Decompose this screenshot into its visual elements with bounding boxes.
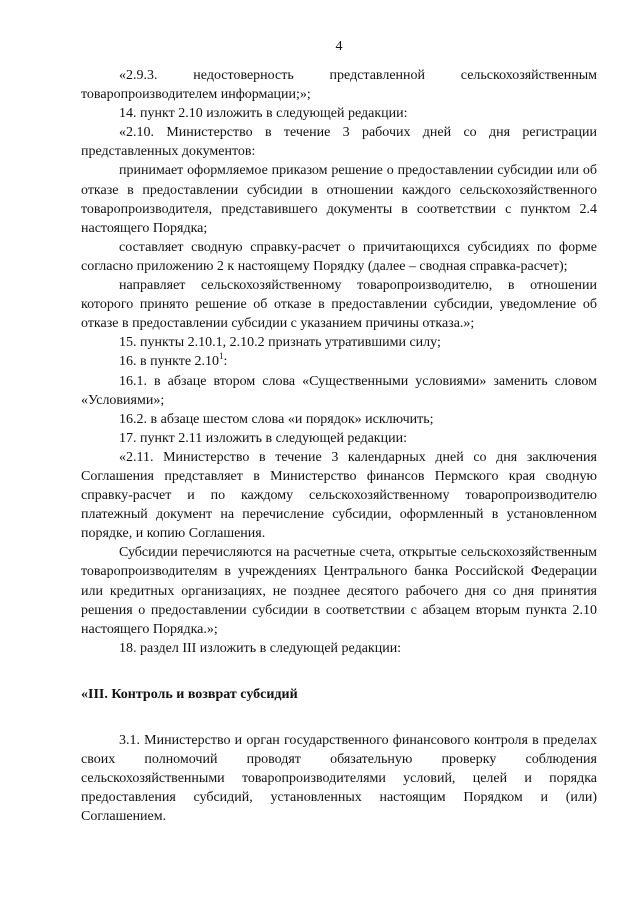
paragraph-summary-report: составляет сводную справку-расчет о причитающихся субсидиях по форме согласно приложению 2 к настоящему Порядку (далее – сводная справка-расчет); [81, 239, 597, 274]
item-16-text: 16. в пункте 2.10 [119, 354, 220, 370]
paragraph-2-10: «2.10. Министерство в течение 3 рабочих дней со дня регистрации представленных документов: [81, 125, 597, 160]
document-body [81, 66, 597, 826]
paragraph-item-16 [81, 352, 597, 371]
paragraph-decision: принимает оформляемое приказом решение о предоставлении субсидии или об отказе в предоставлении субсидии в отношении каждого сельскохозяйственного товаропроизводителя, представившего документы в соответствии с пунктом 2.4 настоящего Порядка; [81, 163, 597, 236]
paragraph-item-15: 15. пункты 2.10.1, 2.10.2 признать утратившими силу; [119, 335, 441, 351]
paragraph-2-9-3: «2.9.3. недостоверность представленной сельскохозяйственным товаропроизводителем информации;»; [81, 68, 597, 103]
paragraph-3-1: 3.1. Министерство и орган государственного финансового контроля в пределах своих полномочий проводят обязательную проверку соблюдения сельскохозяйственными товаропроизводителями условий, целей и порядка предоставления субсидий, установленных настоящим Порядком и (или) Соглашением. [81, 733, 597, 825]
paragraph-item-16-1: 16.1. в абзаце втором слова «Существенными условиями» заменить словом «Условиями»; [81, 373, 597, 408]
item-16-tail: : [223, 354, 228, 370]
paragraph-item-14: 14. пункт 2.10 изложить в следующей редакции: [119, 106, 408, 122]
item-16-superscript: 1 [219, 351, 224, 362]
paragraph-notification: направляет сельскохозяйственному товаропроизводителю, в отношении которого принято решение об отказе в предоставлении субсидии, уведомление об отказе в предоставлении субсидии с указанием причины отказа.»; [81, 278, 597, 332]
page-number: 4 [335, 39, 343, 54]
section-heading: «III. Контроль и возврат субсидий [81, 686, 298, 702]
paragraph-item-17: 17. пункт 2.11 изложить в следующей редакции: [119, 430, 407, 446]
paragraph-2-11: «2.11. Министерство в течение 3 календарных дней со дня заключения Соглашения представляет в Министерство финансов Пермского края сводную справку-расчет и по каждому сельскохозяйственному товаропроизводителю платежный документ на перечисление субсидии, оформленный в установленном порядке, и копию Соглашения. [81, 449, 597, 542]
paragraph-item-18: 18. раздел III изложить в следующей редакции: [119, 640, 402, 656]
paragraph-subsidy-transfer: Субсидии перечисляются на расчетные счета, открытые сельскохозяйственным товаропроизводителям в учреждениях Центрального банка Российской Федерации или кредитных организациях, не позднее десятого рабочего дня со дня принятия решения о предоставлении субсидии в соответствии с абзацем вторым пункта 2.10 настоящего Порядка.»; [81, 545, 597, 637]
paragraph-item-16-2: 16.2. в абзаце шестом слова «и порядок» исключить; [119, 411, 434, 427]
